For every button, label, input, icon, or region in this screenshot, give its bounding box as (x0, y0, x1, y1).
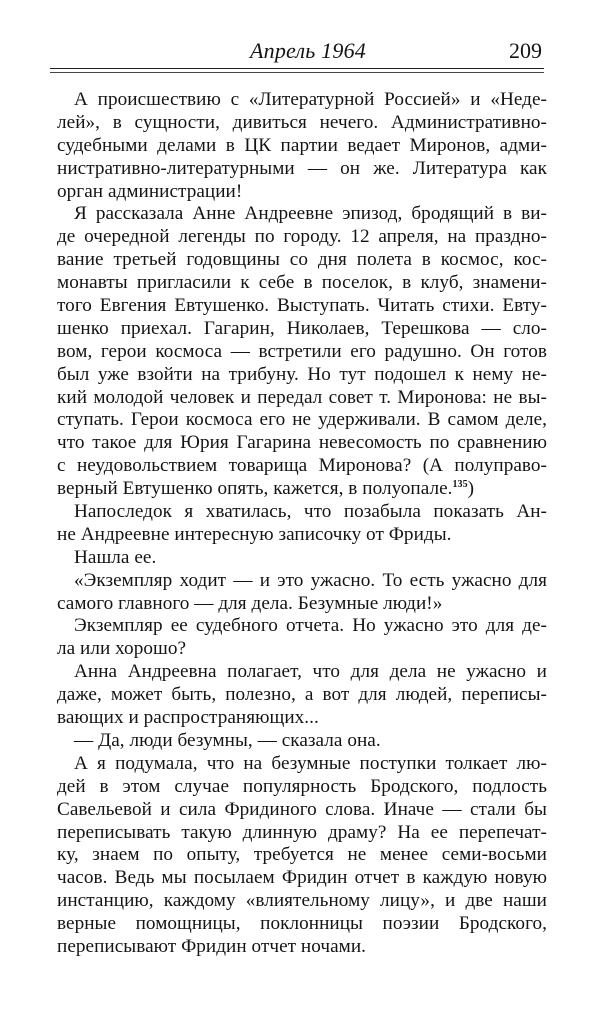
paragraph-2 (57, 203, 547, 501)
text-line: вом, герои космоса — встретили его радушно. Он готов (57, 340, 547, 362)
text-line: Экземпляр ее судебного отчета. Но ужасно это для де- (74, 615, 547, 637)
text-line: Анна Андреевна полагает, что для дела не ужасно и (74, 661, 547, 683)
text-line: дей в этом случае популярность Бродского, подлость (57, 775, 547, 797)
text-line: нистративно-литературными — он же. Литература как (57, 157, 547, 179)
text-line: Нашла ее. (74, 546, 157, 568)
text-line: верные помощницы, поклонницы поэзии Бродского, (57, 913, 547, 935)
text-line: А я подумала, что на безумные поступки толкает лю- (74, 752, 547, 774)
text-line: ступать. Герои космоса его не удерживали. В самом деле, (57, 409, 547, 431)
text-line: лей», в сущности, дивиться нечего. Административно- (57, 111, 547, 133)
text-line: Я рассказала Анне Андреевне эпизод, бродящий в ви- (74, 203, 547, 225)
running-head (50, 38, 544, 64)
header-rule-top (50, 68, 544, 69)
text-line: ла или хорошо? (57, 638, 187, 660)
text-line: — Да, люди безумны, — сказала она. (74, 729, 381, 751)
text-line: переписывать такую длинную драму? На ее перепечат- (57, 821, 547, 843)
text-line: Напоследок я хватилась, что позабыла показать Ан- (74, 501, 547, 523)
text-line: верный Евтушенко опять, кажется, в полуопале. (57, 478, 453, 500)
header-rule-bottom (50, 72, 544, 73)
text-line: орган администрации! (57, 180, 243, 202)
text-line: инстанцию, каждому «влиятельному лицу», и две наши (57, 890, 547, 912)
running-title: Апрель 1964 (250, 38, 366, 63)
text-line: переписывают Фридин отчет ночами. (57, 935, 367, 957)
paragraph-6 (57, 615, 547, 661)
text-line: монавты пригласили к себе в поселок, в клуб, знамени- (57, 272, 547, 294)
body-text (57, 89, 547, 959)
text-line: был уже взойти на трибуну. Но тут подошел к нему не- (57, 363, 547, 385)
text-line: судебными делами в ЦК партии ведает Миронов, адми- (57, 134, 547, 156)
text-line: вание третьей годовщины со дня полета в космос, кос- (57, 249, 547, 271)
text-line: вающих и распространяющих... (57, 707, 319, 729)
text-line: шенко приехал. Гагарин, Николаев, Терешкова — сло- (57, 317, 547, 339)
text-line: с неудовольствием товарища Миронова? (А полуправо- (57, 455, 547, 477)
paragraph-1 (57, 89, 547, 203)
text-line: де очередной легенды по городу. 12 апреля, на праздно- (57, 226, 547, 248)
text-line-with-footnote (57, 478, 547, 501)
paragraph-7 (57, 661, 547, 730)
paragraph-5-quote (57, 570, 547, 616)
text-line: ку, знаем по опыту, требуется не менее семи-восьми (57, 844, 547, 866)
text-line: самого главного — для дела. Безумные люди!» (57, 592, 443, 614)
closing-paren: ) (467, 478, 475, 500)
text-line: что такое для Юрия Гагарина невесомость по сравнению (57, 432, 547, 454)
text-line: «Экземпляр ходит — и это ужасно. То есть ужасно для (74, 569, 547, 591)
text-line: того Евгения Евтушенко. Выступать. Читать стихи. Евту- (57, 295, 547, 317)
header-double-rule (50, 68, 544, 73)
text-line: даже, может быть, полезно, а вот для людей, переписы- (57, 684, 547, 706)
paragraph-4 (57, 547, 547, 570)
paragraph-3 (57, 501, 547, 547)
text-line: не Андреевне интересную записочку от Фриды. (57, 523, 452, 545)
paragraph-8-dialogue (57, 730, 547, 753)
text-line: кий молодой человек и передал совет т. Миронова: не вы- (57, 386, 547, 408)
paragraph-9 (57, 753, 547, 959)
text-line: А происшествию с «Литературной Россией» и «Неде- (74, 89, 547, 110)
text-line: часов. Ведь мы посылаем Фридин отчет в каждую новую (57, 867, 547, 889)
text-line: Савельевой и сила Фридиного слова. Иначе — стали бы (57, 798, 547, 820)
page-number: 209 (509, 38, 542, 63)
footnote-reference[interactable]: 135 (452, 479, 468, 491)
